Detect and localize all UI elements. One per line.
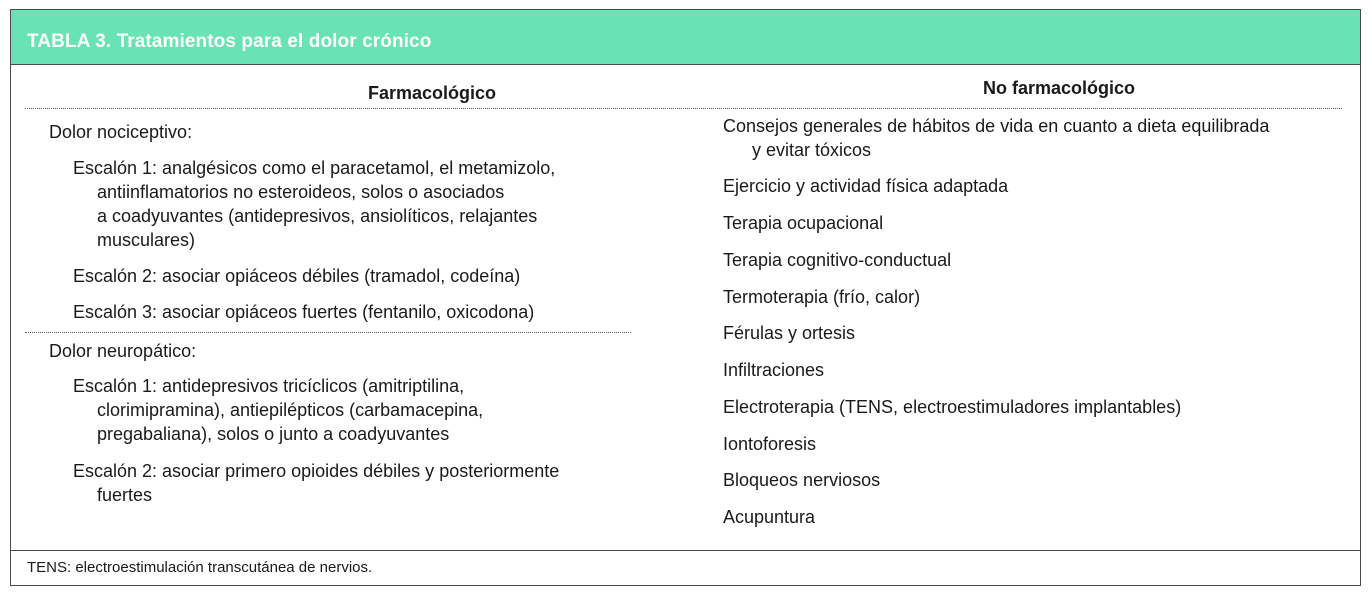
non-pharm-item: Iontoforesis [723, 434, 817, 454]
non-pharm-item: Ejercicio y actividad física adaptada [723, 176, 1009, 196]
non-pharm-item-1-line-1: Consejos generales de hábitos de vida en cuanto a dieta equilibrada [723, 116, 1270, 136]
header-divider [25, 108, 1342, 109]
section-divider [25, 332, 631, 333]
nociceptive-step-3: Escalón 3: asociar opiáceos fuertes (fentanilo, oxicodona) [73, 302, 535, 322]
neuropathic-step-1-line-3: pregabaliana), solos o junto a coadyuvantes [97, 424, 450, 444]
neuropathic-step-1-line-1: Escalón 1: antidepresivos tricíclicos (amitriptilina, [73, 376, 465, 396]
column-header-non-pharmacological: No farmacológico [983, 78, 1136, 98]
table-footnote: TENS: electroestimulación transcutánea de nervios. [27, 559, 373, 576]
neuropathic-heading: Dolor neuropático: [49, 341, 197, 361]
non-pharm-item: Infiltraciones [723, 360, 825, 380]
non-pharm-item: Termoterapia (frío, calor) [723, 287, 921, 307]
table-title-bar [11, 10, 1360, 65]
non-pharm-item: Acupuntura [723, 507, 816, 527]
nociceptive-step-1-line-3: a coadyuvantes (antidepresivos, ansiolíticos, relajantes [97, 206, 538, 226]
non-pharm-item: Terapia cognitivo-conductual [723, 250, 952, 270]
neuropathic-step-1-line-2: clorimipramina), antiepilépticos (carbamacepina, [97, 400, 484, 420]
nociceptive-step-2: Escalón 2: asociar opiáceos débiles (tramadol, codeína) [73, 266, 521, 286]
table-title: TABLA 3. Tratamientos para el dolor crónico [27, 31, 432, 52]
neuropathic-step-2-line-2: fuertes [97, 485, 153, 505]
non-pharm-item: Férulas y ortesis [723, 323, 856, 343]
neuropathic-step-2-line-1: Escalón 2: asociar primero opioides débiles y posteriormente [73, 461, 560, 481]
treatment-table [10, 9, 1361, 586]
nociceptive-heading: Dolor nociceptivo: [49, 122, 193, 142]
nociceptive-step-1-line-1: Escalón 1: analgésicos como el paracetamol, el metamizolo, [73, 158, 556, 178]
non-pharm-item-1-line-2: y evitar tóxicos [752, 140, 872, 160]
non-pharm-item: Bloqueos nerviosos [723, 470, 881, 490]
footer-divider [11, 550, 1360, 551]
nociceptive-step-1-line-4: musculares) [97, 230, 196, 250]
column-header-pharmacological: Farmacológico [368, 83, 497, 103]
nociceptive-step-1-line-2: antiinflamatorios no esteroideos, solos o asociados [97, 182, 505, 202]
non-pharm-item: Electroterapia (TENS, electroestimuladores implantables) [723, 397, 1182, 417]
non-pharm-item: Terapia ocupacional [723, 213, 884, 233]
